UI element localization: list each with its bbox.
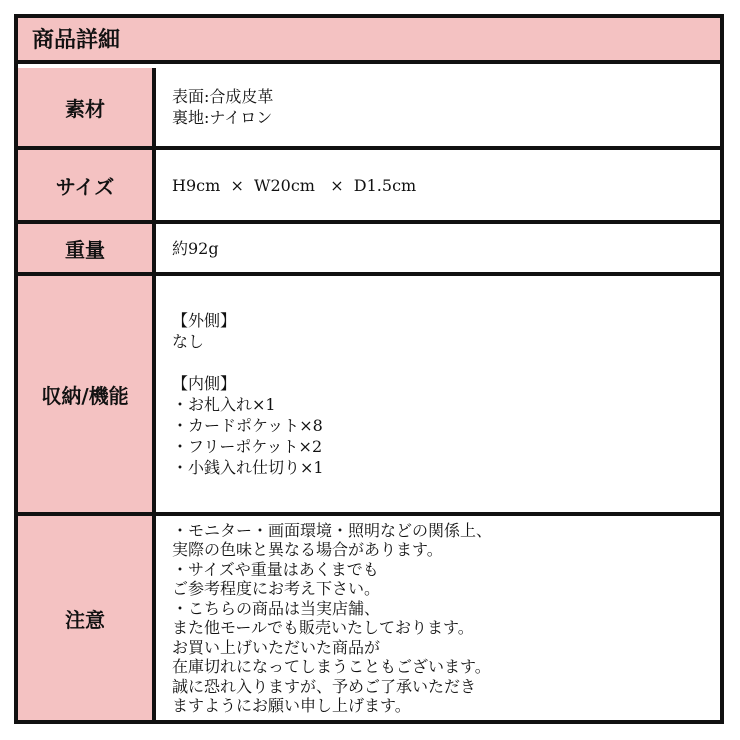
value-line: ・こちらの商品は当実店舗、 <box>172 598 381 618</box>
value-line: 実際の色味と異なる場合があります。 <box>172 540 443 559</box>
row-label: 素材 <box>18 68 156 146</box>
value-line: H9cm × W20cm × D1.5cm <box>172 175 417 195</box>
row-label: 収納/機能 <box>18 276 156 512</box>
table-title: 商品詳細 <box>18 18 720 64</box>
value-line: お買い上げいただいた商品が <box>172 637 381 657</box>
value-line: ますようにお願い申し上げます。 <box>172 696 411 715</box>
row-label: 注意 <box>18 516 156 720</box>
row-notes <box>18 516 720 720</box>
product-detail-table <box>14 14 724 724</box>
value-line: 約92g <box>172 238 219 258</box>
row-weight <box>18 224 720 272</box>
value-line: 裏地:ナイロン <box>172 108 273 127</box>
row-value <box>156 68 720 146</box>
value-line: なし <box>172 332 205 351</box>
row-value <box>156 224 720 272</box>
row-material <box>18 68 720 146</box>
value-line: ご参考程度にお考え下さい。 <box>172 579 381 598</box>
value-line: 【外側】 <box>172 311 237 330</box>
value-line: ・小銭入れ仕切り×1 <box>172 458 324 477</box>
value-line: また他モールでも販売いたしております。 <box>172 618 474 637</box>
value-line: 在庫切れになってしまうこともございます。 <box>172 657 491 676</box>
value-line: ・サイズや重量はあくまでも <box>172 559 379 579</box>
value-line: 表面:合成皮革 <box>172 87 274 106</box>
value-line: ・お札入れ×1 <box>172 395 276 414</box>
row-label: 重量 <box>18 224 156 272</box>
row-size <box>18 150 720 220</box>
value-line: ・カードポケット×8 <box>172 416 323 435</box>
value-line <box>172 352 720 373</box>
row-value <box>156 276 720 512</box>
row-label: サイズ <box>18 150 156 220</box>
value-line: 【内側】 <box>172 374 237 393</box>
row-storage <box>18 276 720 512</box>
value-line: 誠に恐れ入りますが、予めご了承いただき <box>172 676 477 696</box>
value-line: ・フリーポケット×2 <box>172 437 323 456</box>
row-value <box>156 516 720 720</box>
value-line: ・モニター・画面環境・照明などの関係上、 <box>172 520 493 540</box>
row-value <box>156 150 720 220</box>
